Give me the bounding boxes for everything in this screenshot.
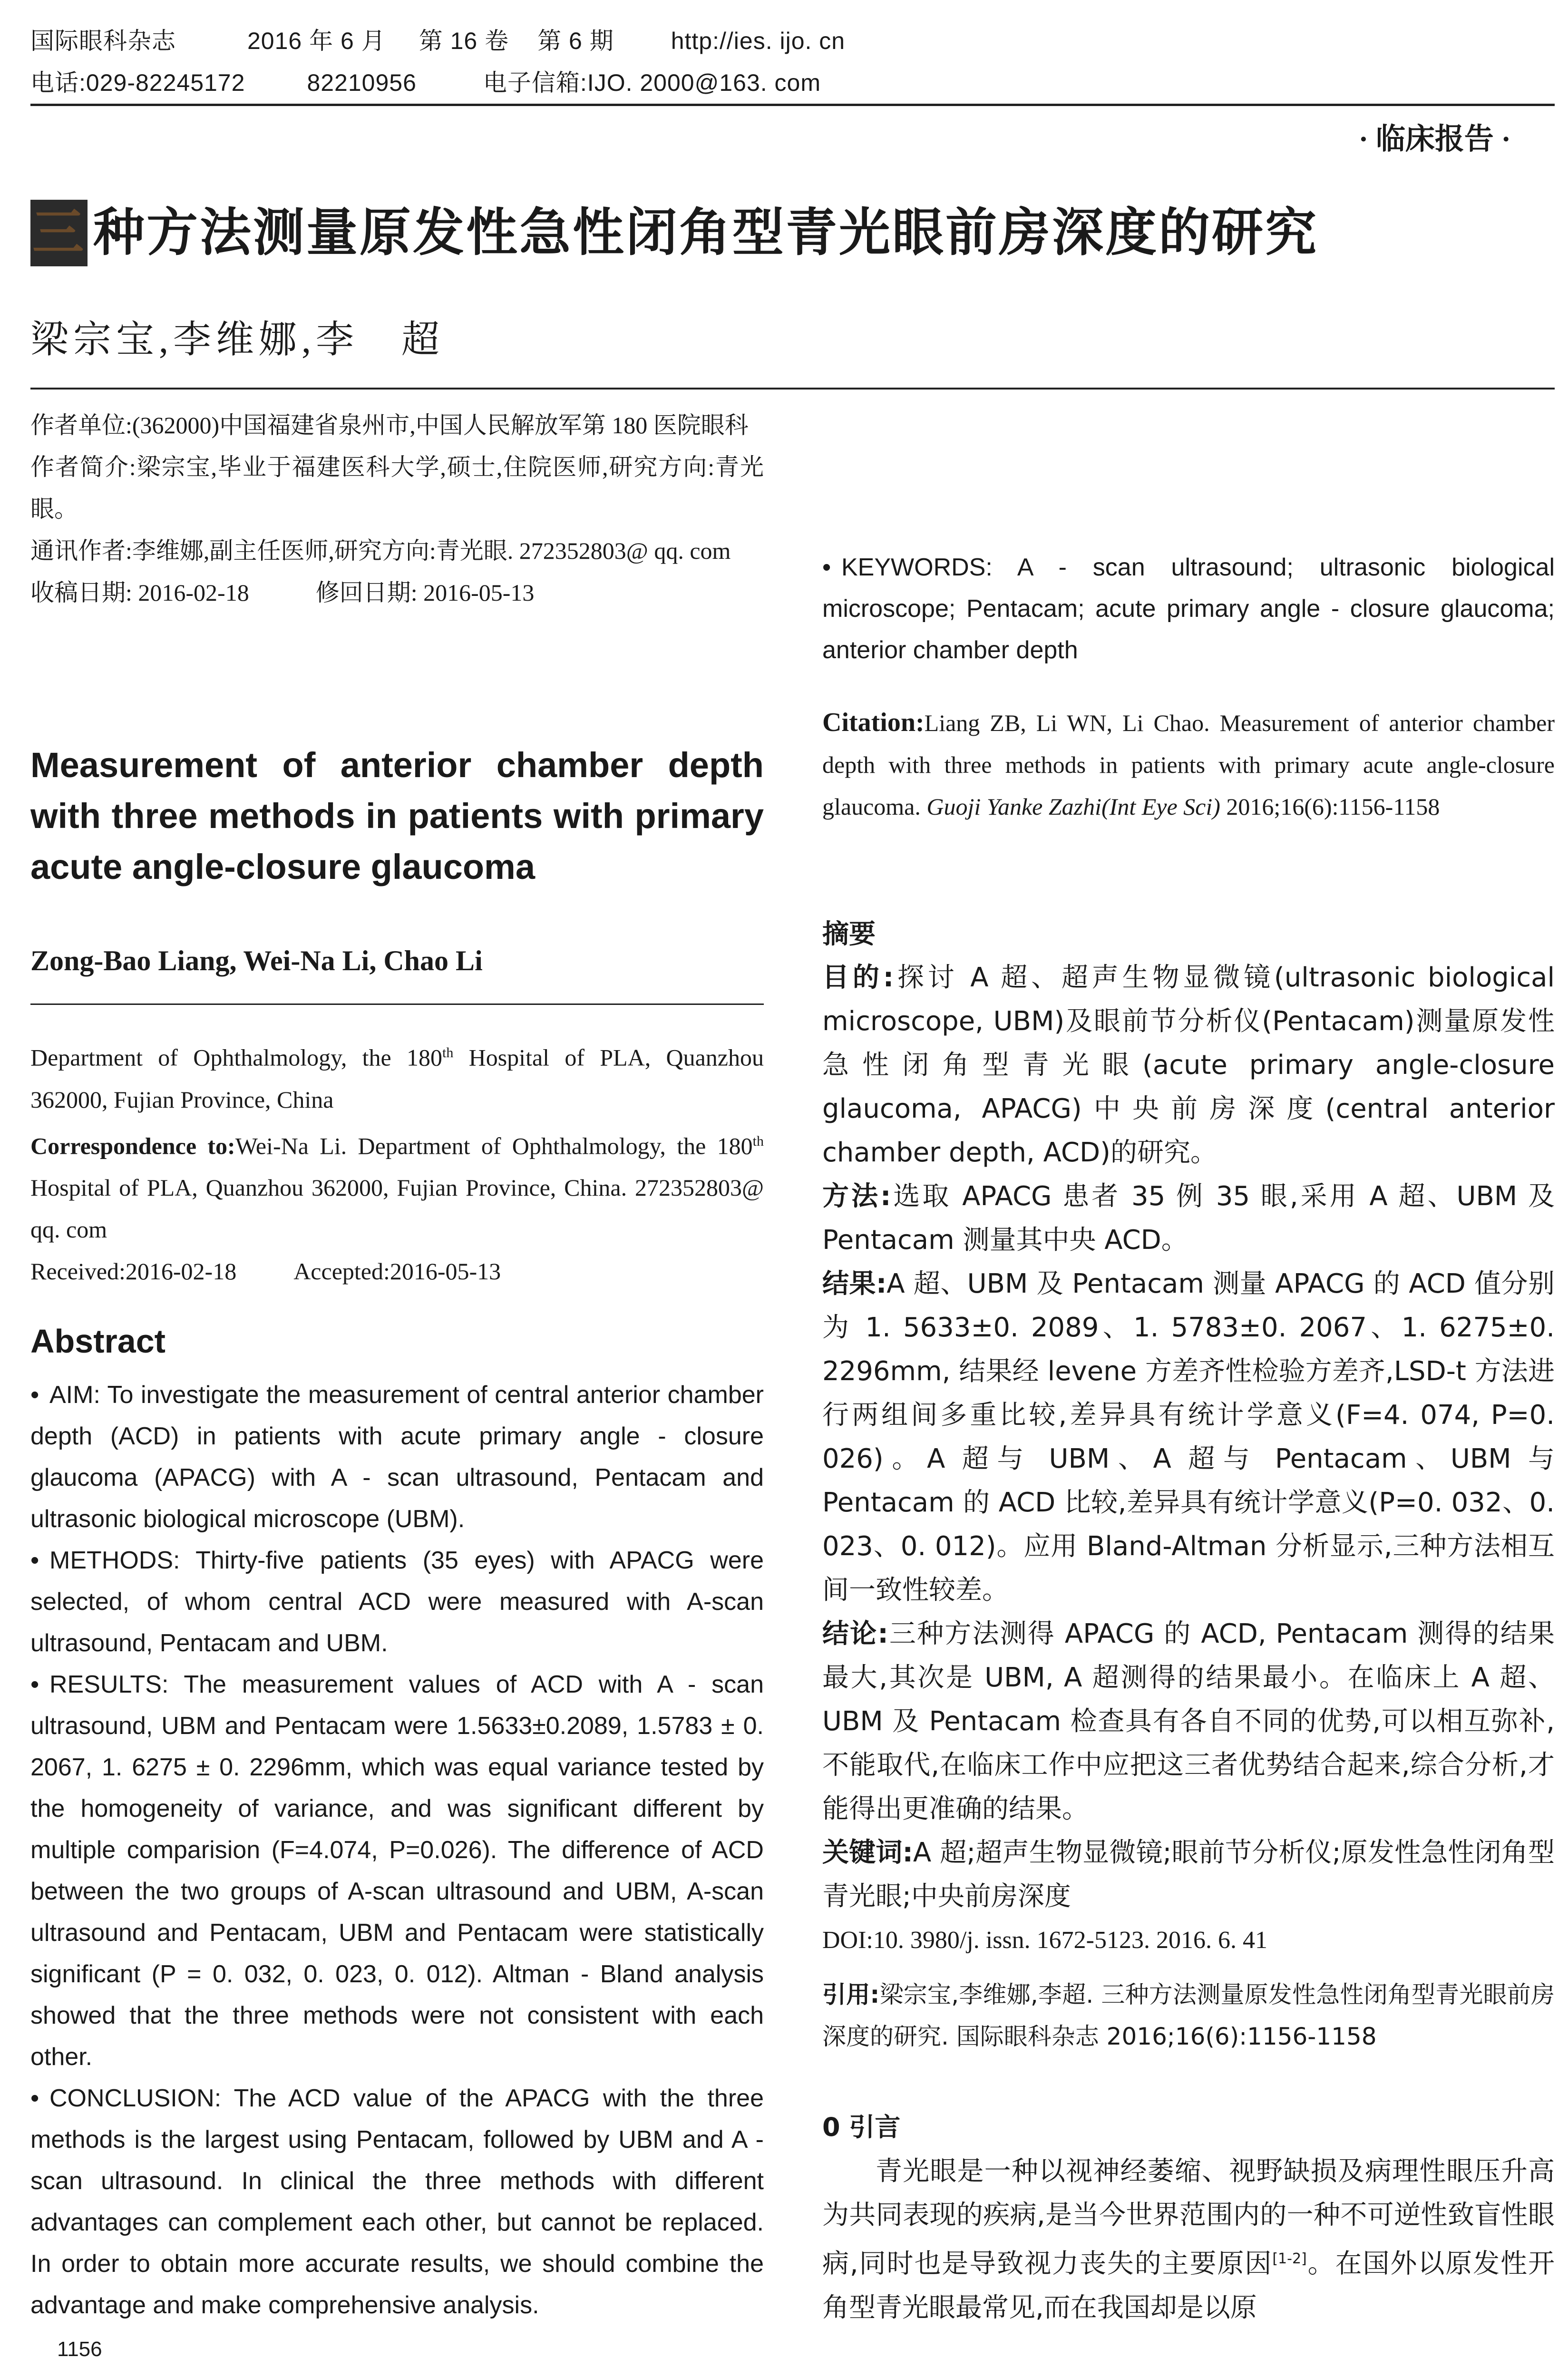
- title-drop-char: 三: [30, 200, 88, 266]
- cn-methods-label: 方法:: [822, 1181, 891, 1212]
- author-bio: 作者简介:梁宗宝,毕业于福建医科大学,硕士,住院医师,研究方向:青光眼。: [30, 454, 764, 522]
- volume: 第 16 卷: [419, 28, 509, 54]
- abstract-keywords: • KEYWORDS: A - scan ultrasound; ultrasonic biological microscope; Pentacam; acute primary angle - closure glaucoma; anterior chamber depth: [822, 554, 1555, 664]
- citation-text: Liang ZB, Li WN, Li Chao. Measurement of anterior chamber depth with three methods in patients with primary acute angle-closure glaucoma.: [822, 710, 1555, 820]
- dates-en: [30, 1250, 764, 1292]
- header-rule: [30, 104, 1555, 106]
- cn-keywords-text: A 超;超声生物显微镜;眼前节分析仪;原发性急性闭角型青光眼;中央前房深度: [822, 1837, 1555, 1912]
- correspondence-pre: Wei-Na Li. Department of Ophthalmology, the 180: [235, 1132, 753, 1159]
- journal-phone2: 82210956: [307, 69, 417, 96]
- citation-label: Citation:: [822, 708, 925, 737]
- cn-aim: [822, 956, 1555, 1175]
- authors-cn: 梁宗宝,李维娜,李 超: [30, 319, 444, 361]
- abstract-keywords-text: KEYWORDS: A - scan ultrasound; ultrasonic biological microscope; Pentacam; acute primary angle - closure glaucoma; anterior chamber depth: [822, 554, 1555, 664]
- article-title: [30, 200, 1318, 266]
- journal-email[interactable]: 电子信箱:IJO. 2000@163. com: [483, 69, 821, 96]
- journal-name: 国际眼科杂志: [30, 28, 176, 54]
- affiliation-dept-pre: Department of Ophthalmology, the 180: [30, 1044, 442, 1071]
- cn-results-label: 结果:: [822, 1268, 887, 1299]
- issue: 第 6 期: [537, 28, 614, 54]
- correspondence-post: Hospital of PLA, Quanzhou 362000, Fujian Province, China. 272352803@ qq. com: [30, 1174, 764, 1243]
- cn-methods: [822, 1175, 1555, 1262]
- issue-date: 2016 年 6 月: [247, 28, 386, 54]
- abstract-aim-text: AIM: To investigate the measurement of central anterior chamber depth (ACD) in patients with acute primary angle - closure glaucoma (APACG) with A - scan ultrasound, Pentacam and ultrasonic biological microscope (UBM).: [30, 1381, 764, 1533]
- keywords-en-block: [822, 547, 1555, 671]
- revised-cn: 修回日期: 2016-05-13: [315, 579, 535, 606]
- cn-citation-text: 梁宗宝,李维娜,李超. 三种方法测量原发性急性闭角型青光眼前房深度的研究. 国际眼科杂志 2016;16(6):1156-1158: [822, 1981, 1555, 2050]
- dates-cn: [30, 572, 764, 614]
- abstract-en-block: [30, 1374, 764, 2326]
- cn-citation-block: [822, 1974, 1555, 2057]
- intro-heading: 0 引言: [822, 2112, 901, 2142]
- intro-text: 青光眼是一种以视神经萎缩、视野缺损及病理性眼压升高为共同表现的疾病,是当今世界范围内的一种不可逆性致盲性眼病,同时也是导致视力丧失的主要原因: [822, 2156, 1555, 2280]
- cn-abstract-heading: 摘要: [822, 919, 876, 950]
- abstract-methods: • METHODS: Thirty-five patients (35 eyes) with APACG were selected, of whom central ACD were measured with A-scan ultrasound, Pentacam and UBM.: [30, 1547, 764, 1657]
- english-title: Measurement of anterior chamber depth with three methods in patients with primary acute angle-closure glaucoma: [30, 745, 764, 887]
- title-text: 种方法测量原发性急性闭角型青光眼前房深度的研究: [93, 203, 1319, 263]
- cn-conclusion-label: 结论:: [822, 1618, 888, 1649]
- cn-citation: [822, 1974, 1555, 2057]
- corresponding-author: 通讯作者:李维娜,副主任医师,研究方向:青光眼. 272352803@ qq. com: [30, 537, 731, 564]
- correspondence: [30, 1120, 764, 1251]
- cn-results-text: A 超、UBM 及 Pentacam 测量 APACG 的 ACD 值分别为 1. 5633±0. 2089、1. 5783±0. 2067、1. 6275±0. 2296mm, 结果经 levene 方差齐性检验方差齐,LSD-t 方法进行两组间多重比较,差异具有统计学意义(F=4. 074, P=0. 026)。A 超与 UBM、A 超与 Pentacam、UBM 与 Pentacam 的 ACD 比较,差异具有统计学意义(P=0. 032、0. 023、0. 012)。应用 Bland-Altman 分析显示,三种方法相互间一致性较差。: [822, 1268, 1555, 1606]
- journal-phone: 电话:029-82245172: [30, 69, 245, 96]
- author-unit: 作者单位:(362000)中国福建省泉州市,中国人民解放军第 180 医院眼科: [30, 412, 749, 438]
- english-authors: Zong-Bao Liang, Wei-Na Li, Chao Li: [30, 945, 483, 976]
- journal-header-line1: [30, 21, 845, 61]
- correspondence-sup: th: [752, 1133, 764, 1149]
- received-en: Received:2016-02-18: [30, 1258, 237, 1285]
- intro-paragraph: [822, 2150, 1555, 2330]
- affiliation-rule: [30, 1003, 764, 1005]
- cn-results: [822, 1262, 1555, 1612]
- citation-journal: Guoji Yanke Zazhi(Int Eye Sci): [926, 793, 1220, 820]
- abstract-aim: • AIM: To investigate the measurement of central anterior chamber depth (ACD) in patients with acute primary angle - closure glaucoma (APACG) with A - scan ultrasound, Pentacam and ultrasonic biological microscope (UBM).: [30, 1381, 764, 1533]
- citation-en-block: [822, 701, 1555, 828]
- doi[interactable]: DOI:10. 3980/j. issn. 1672-5123. 2016. 6. 41: [822, 1927, 1267, 1954]
- abstract-results: • RESULTS: The measurement values of ACD with A - scan ultrasound, UBM and Pentacam were 1.5633±0.2089, 1.5783 ± 0. 2067, 1. 6275 ± 0. 2296mm, which was equal variance tested by the homogeneity of variance, and was significant different by multiple comparision (F=4.074, P=0.026). The difference of ACD between the two groups of A-scan ultrasound and UBM, A-scan ultrasound and Pentacam, UBM and Pentacam were statistically significant (P = 0. 032, 0. 023, 0. 012). Altman - Bland analysis showed that the three methods were not consistent with each other.: [30, 1671, 764, 2071]
- abstract-conclusion: • CONCLUSION: The ACD value of the APACG with the three methods is the largest using Pentacam, followed by UBM and A - scan ultrasound. In clinical the three methods with different advantages can complement each other, but cannot be replaced. In order to obtain more accurate results, we should combine the advantage and make comprehensive analysis.: [30, 2085, 764, 2319]
- accepted-en: Accepted:2016-05-13: [293, 1258, 501, 1285]
- journal-url[interactable]: http://ies. ijo. cn: [671, 28, 846, 54]
- intro-reference: [1-2]: [1272, 2250, 1307, 2267]
- cn-citation-label: 引用:: [822, 1981, 880, 2008]
- affiliation-block: [30, 1032, 764, 1292]
- cn-conclusion-text: 三种方法测得 APACG 的 ACD, Pentacam 测得的结果最大,其次是 UBM, A 超测得的结果最小。在临床上 A 超、UBM 及 Pentacam 检查具有各自不同的优势,可以相互弥补,不能取代,在临床工作中应把这三者优势结合起来,综合分析,才能得出更准确的结果。: [822, 1618, 1555, 1824]
- cn-methods-text: 选取 APACG 患者 35 例 35 眼,采用 A 超、UBM 及 Pentacam 测量其中央 ACD。: [822, 1181, 1555, 1256]
- cn-aim-label: 目的:: [822, 962, 894, 993]
- cn-keywords: [822, 1831, 1555, 1919]
- cn-aim-text: 探讨 A 超、超声生物显微镜(ultrasonic biological microscope, UBM)及眼前节分析仪(Pentacam)测量原发性急性闭角型青光眼(acute primary angle-closure glaucoma, APACG)中央前房深度(central anterior chamber depth, ACD)的研究。: [822, 962, 1555, 1168]
- intro-text-tail: 。在国外以原发性开角型青光眼最常见,而在我国却是以原: [822, 2248, 1555, 2323]
- section-label: · 临床报告 ·: [1358, 123, 1511, 156]
- intro-block: [822, 2150, 1555, 2330]
- journal-header-line2: [30, 63, 821, 103]
- citation-tail: 2016;16(6):1156-1158: [1220, 793, 1440, 820]
- abstract-results-text: RESULTS: The measurement values of ACD with A - scan ultrasound, UBM and Pentacam were 1.5633±0.2089, 1.5783 ± 0. 2067, 1. 6275 ± 0. 2296mm, which was equal variance tested by the homogeneity of variance, and was significant different by multiple comparision (F=4.074, P=0.026). The difference of ACD between the two groups of A-scan ultrasound and UBM, A-scan ultrasound and Pentacam, UBM and Pentacam were statistically significant (P = 0. 032, 0. 023, 0. 012). Altman - Bland analysis showed that the three methods were not consistent with each other.: [30, 1671, 764, 2071]
- received-cn: 收稿日期: 2016-02-18: [30, 579, 249, 606]
- page-number: 1156: [57, 2338, 102, 2361]
- citation-en: [822, 701, 1555, 828]
- abstract-heading: Abstract: [30, 1323, 166, 1360]
- affiliation-dept-sup: th: [442, 1045, 454, 1061]
- affiliation-dept: [30, 1032, 764, 1120]
- abstract-methods-text: METHODS: Thirty-five patients (35 eyes) with APACG were selected, of whom central ACD were measured with A-scan ultrasound, Pentacam and UBM.: [30, 1547, 764, 1657]
- affiliation-dept-post: Hospital of PLA, Quanzhou 362000, Fujian Province, China: [30, 1044, 764, 1113]
- correspondence-label: Correspondence to:: [30, 1132, 235, 1159]
- cn-keywords-label: 关键词:: [822, 1837, 913, 1868]
- authors-rule: [30, 388, 1555, 390]
- cn-conclusion: [822, 1612, 1555, 1831]
- cn-abstract-block: [822, 956, 1555, 1962]
- author-info-block: [30, 404, 764, 614]
- abstract-conclusion-text: CONCLUSION: The ACD value of the APACG with the three methods is the largest using Pentacam, followed by UBM and A - scan ultrasound. In clinical the three methods with different advantages can complement each other, but cannot be replaced. In order to obtain more accurate results, we should combine the advantage and make comprehensive analysis.: [30, 2085, 764, 2319]
